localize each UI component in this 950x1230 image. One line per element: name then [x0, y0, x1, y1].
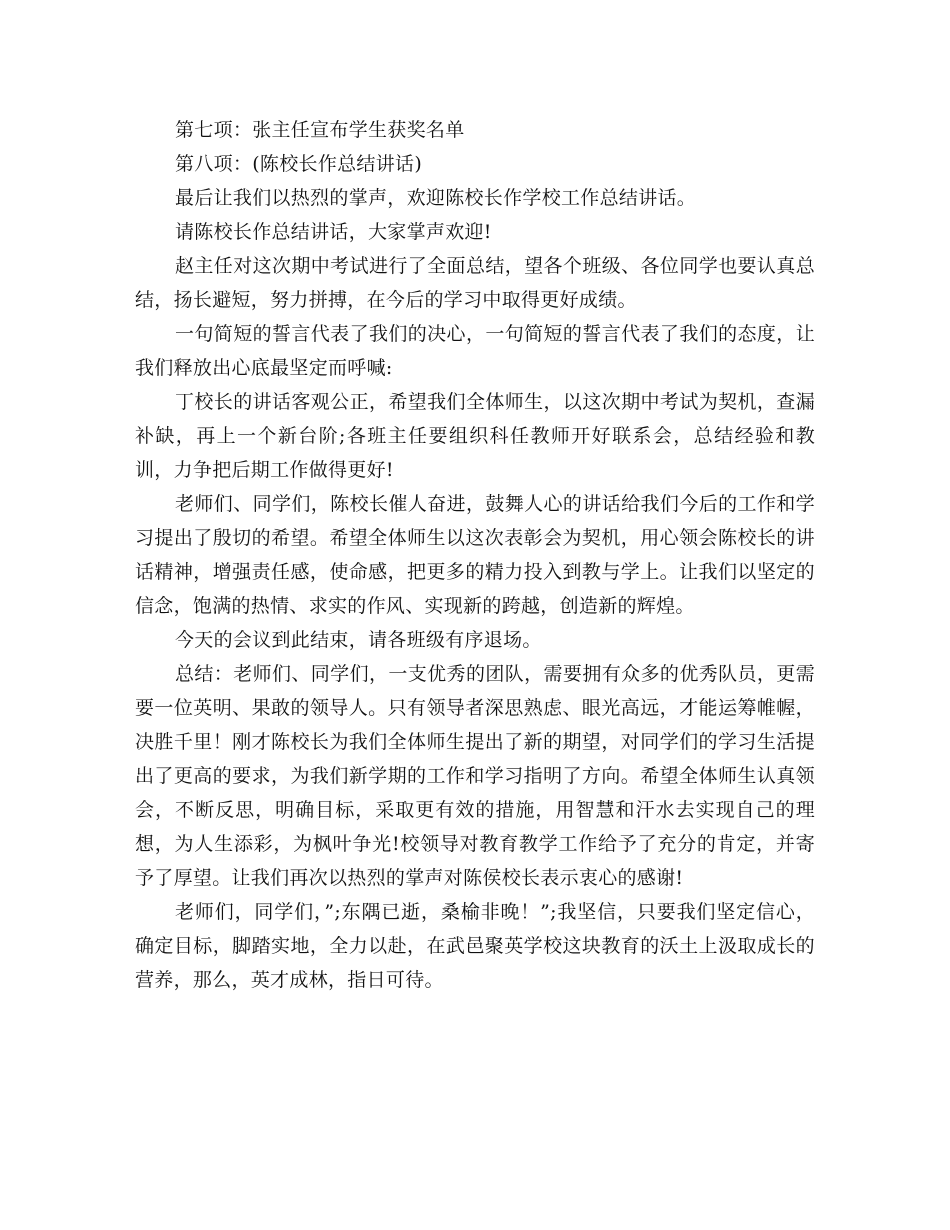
- paragraph-conclusion: 总结：老师们、同学们，一支优秀的团队，需要拥有众多的优秀队员，更需要一位英明、果敢的领导人。只有领导者深思熟虑、眼光高远，才能运筹帷幄，决胜千里！刚才陈校长为我们全体师生提出了新的期望，对同学们的学习生活提出了更高的要求，为我们新学期的工作和学习指明了方向。希望全体师生认真领会，不断反思，明确目标，采取更有效的措施，用智慧和汗水去实现自己的理想，为人生添彩，为枫叶争光!校领导对教育教学工作给予了充分的肯定，并寄予了厚望。让我们再次以热烈的掌声对陈侯校长表示衷心的感谢!: [135, 663, 815, 889]
- paragraph-chen-speech: 老师们、同学们，陈校长催人奋进，鼓舞人心的讲话给我们今后的工作和学习提出了殷切的希望。希望全体师生以这次表彰会为契机，用心领会陈校长的讲话精神，增强责任感，使命感，把更多的精力投入到教与学上。让我们以坚定的信念，饱满的热情、求实的作风、实现新的跨越，创造新的辉煌。: [135, 493, 815, 617]
- paragraph-ding-speech: 丁校长的讲话客观公正，希望我们全体师生，以这次期中考试为契机，查漏补缺，再上一个新台阶;各班主任要组织科任教师开好联系会，总结经验和教训，力争把后期工作做得更好!: [135, 391, 815, 481]
- paragraph-meeting-end: 今天的会议到此结束，请各班级有序退场。: [175, 629, 542, 651]
- paragraph-closing: 老师们，同学们，”;东隅已逝，桑榆非晚！”;我坚信，只要我们坚定信心，确定目标，脚踏实地，全力以赴，在武邑聚英学校这块教育的沃土上汲取成长的营养，那么，英才成林，指日可待。: [135, 901, 815, 991]
- paragraph-invite-applause: 最后让我们以热烈的掌声，欢迎陈校长作学校工作总结讲话。: [175, 187, 697, 209]
- paragraph-welcome: 请陈校长作总结讲话，大家掌声欢迎!: [175, 221, 492, 243]
- paragraph-oath: 一句简短的誓言代表了我们的决心，一句简短的誓言代表了我们的态度，让我们释放出心底最坚定而呼喊:: [135, 323, 815, 379]
- document-body: [135, 113, 815, 997]
- paragraph-zhao-summary: 赵主任对这次期中考试进行了全面总结，望各个班级、各位同学也要认真总结，扬长避短，努力拼搏，在今后的学习中取得更好成绩。: [135, 255, 815, 311]
- paragraph-item-7: 第七项：张主任宣布学生获奖名单: [175, 119, 465, 141]
- paragraph-item-8: 第八项：(陈校长作总结讲话): [175, 153, 423, 175]
